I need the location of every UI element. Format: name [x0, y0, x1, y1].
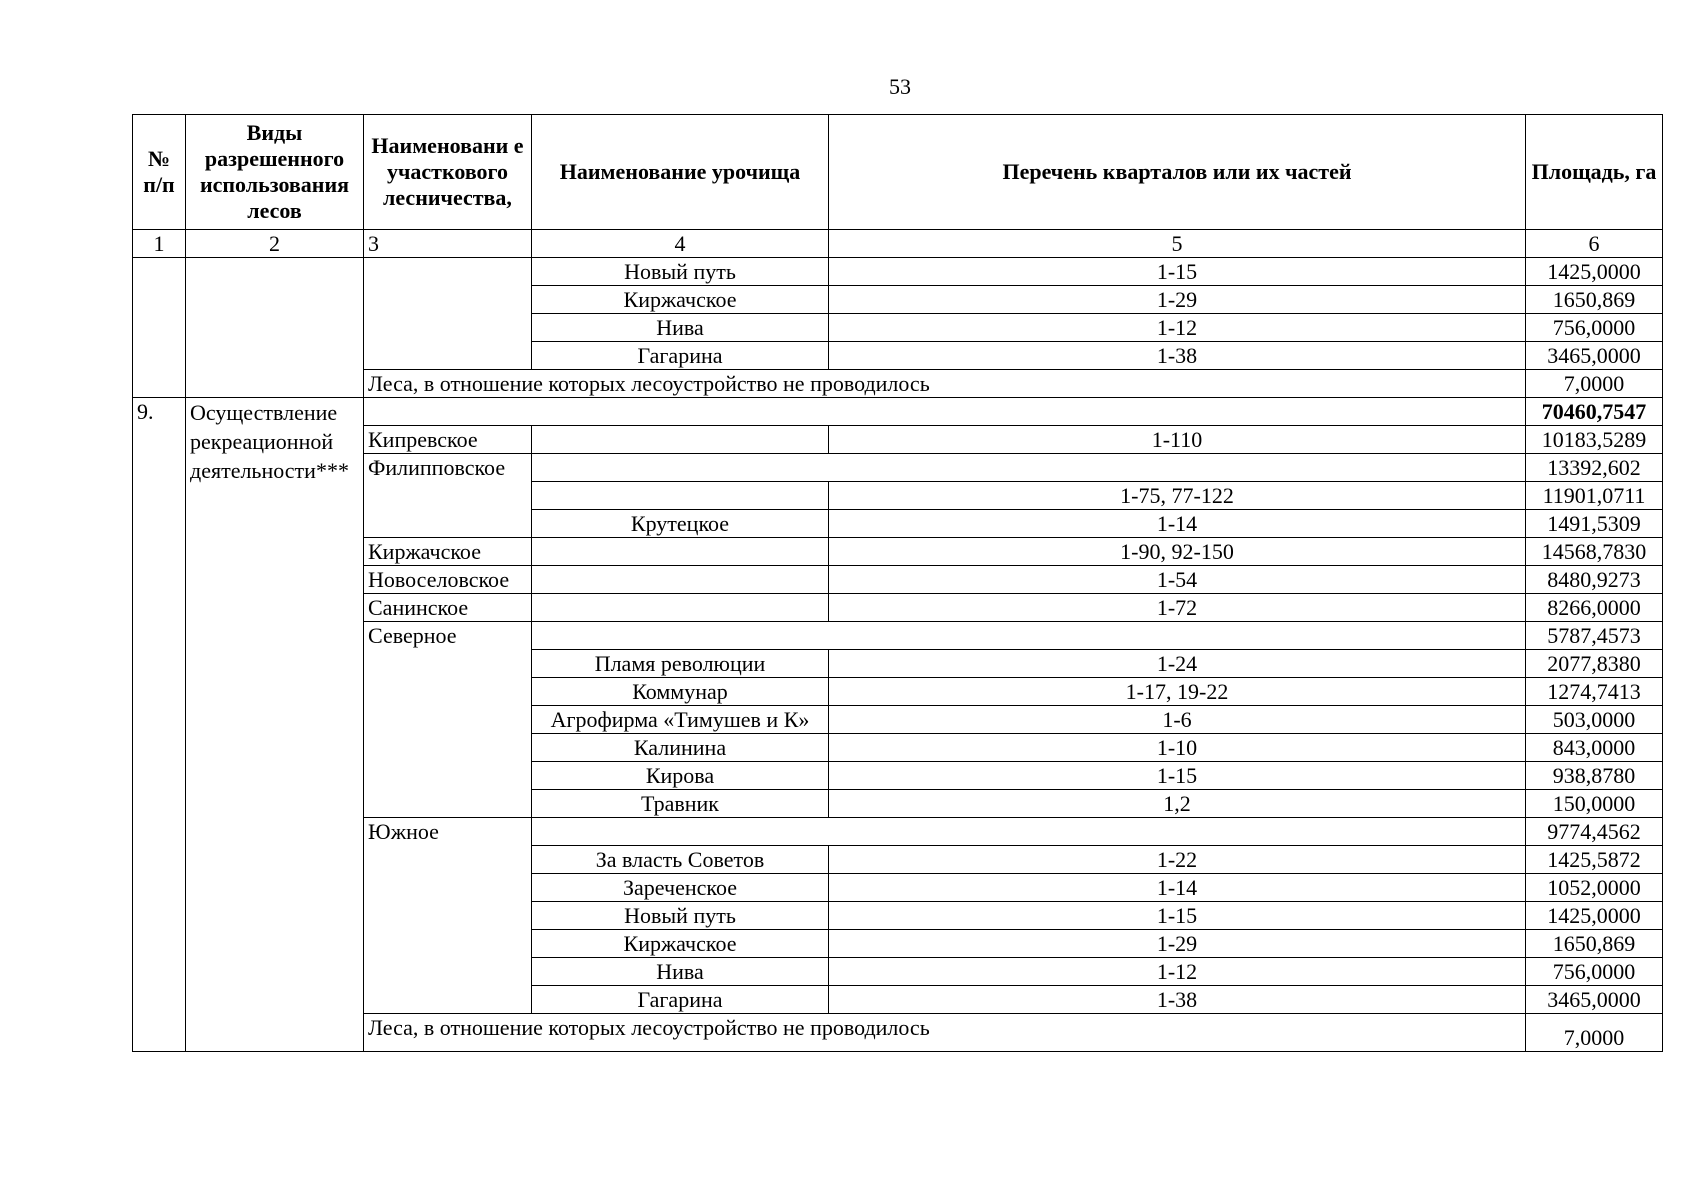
tract-name: Гагарина — [532, 986, 829, 1014]
area-value: 938,8780 — [1526, 762, 1663, 790]
area-value: 1650,869 — [1526, 930, 1663, 958]
area-value: 1425,5872 — [1526, 846, 1663, 874]
quarters: 1-110 — [829, 426, 1526, 454]
district-name: Северное — [364, 622, 532, 818]
quarters: 1-29 — [829, 930, 1526, 958]
column-number: 2 — [186, 230, 364, 258]
table-row — [133, 398, 1663, 426]
empty-cell — [532, 538, 829, 566]
district-name: Филипповское — [364, 454, 532, 538]
tract-name: Киржачское — [532, 930, 829, 958]
quarters: 1-38 — [829, 342, 1526, 370]
district-name: Кипревское — [364, 426, 532, 454]
column-number-row — [133, 230, 1663, 258]
district-name: Санинское — [364, 594, 532, 622]
total-area: 70460,7547 — [1526, 398, 1663, 426]
column-number: 6 — [1526, 230, 1663, 258]
quarters: 1-10 — [829, 734, 1526, 762]
tract-name: Гагарина — [532, 342, 829, 370]
quarters: 1-15 — [829, 258, 1526, 286]
area-value: 756,0000 — [1526, 314, 1663, 342]
area-value: 150,0000 — [1526, 790, 1663, 818]
quarters: 1-29 — [829, 286, 1526, 314]
area-value: 13392,602 — [1526, 454, 1663, 482]
quarters: 1-75, 77-122 — [829, 482, 1526, 510]
table-row — [133, 258, 1663, 286]
empty-cell — [364, 258, 532, 370]
area-value: 8480,9273 — [1526, 566, 1663, 594]
area-value: 3465,0000 — [1526, 342, 1663, 370]
area-value: 1425,0000 — [1526, 902, 1663, 930]
empty-cell — [532, 818, 1526, 846]
tract-name: Кирова — [532, 762, 829, 790]
area-value: 503,0000 — [1526, 706, 1663, 734]
column-number: 1 — [133, 230, 186, 258]
area-value: 843,0000 — [1526, 734, 1663, 762]
tract-name: Нива — [532, 958, 829, 986]
empty-cell — [532, 426, 829, 454]
area-value: 1052,0000 — [1526, 874, 1663, 902]
quarters: 1-17, 19-22 — [829, 678, 1526, 706]
quarters: 1-12 — [829, 958, 1526, 986]
quarters: 1-22 — [829, 846, 1526, 874]
area-value: 14568,7830 — [1526, 538, 1663, 566]
note-text: Леса, в отношение которых лесоустройство не проводилось — [364, 370, 1526, 398]
quarters: 1-72 — [829, 594, 1526, 622]
quarters: 1-14 — [829, 510, 1526, 538]
column-number: 5 — [829, 230, 1526, 258]
tract-name: Киржачское — [532, 286, 829, 314]
header-usage-type: Виды разрешенного использования лесов — [186, 115, 364, 230]
column-number: 4 — [532, 230, 829, 258]
tract-name: Новый путь — [532, 902, 829, 930]
area-value: 1491,5309 — [1526, 510, 1663, 538]
header-district: Наименовани е участкового лесничества, — [364, 115, 532, 230]
tract-name: Пламя революции — [532, 650, 829, 678]
tract-name: За власть Советов — [532, 846, 829, 874]
district-name: Киржачское — [364, 538, 532, 566]
area-value: 7,0000 — [1526, 370, 1663, 398]
quarters: 1-14 — [829, 874, 1526, 902]
quarters: 1-24 — [829, 650, 1526, 678]
area-value: 1425,0000 — [1526, 258, 1663, 286]
area-value: 11901,0711 — [1526, 482, 1663, 510]
tract-name: Калинина — [532, 734, 829, 762]
empty-cell — [532, 566, 829, 594]
empty-cell — [186, 258, 364, 398]
forest-usage-table — [132, 114, 1663, 1052]
column-number: 3 — [364, 230, 532, 258]
area-value: 7,0000 — [1526, 1014, 1663, 1052]
area-value: 10183,5289 — [1526, 426, 1663, 454]
empty-cell — [364, 398, 1526, 426]
empty-cell — [532, 454, 1526, 482]
empty-cell — [532, 622, 1526, 650]
tract-name: Травник — [532, 790, 829, 818]
header-number: № п/п — [133, 115, 186, 230]
empty-cell — [133, 258, 186, 398]
tract-name: Нива — [532, 314, 829, 342]
item-number: 9. — [133, 398, 186, 1052]
area-value: 8266,0000 — [1526, 594, 1663, 622]
header-quarters: Перечень кварталов или их частей — [829, 115, 1526, 230]
tract-name: Новый путь — [532, 258, 829, 286]
usage-type: Осуществление рекреационной деятельности*** — [186, 398, 364, 1052]
quarters: 1-6 — [829, 706, 1526, 734]
area-value: 5787,4573 — [1526, 622, 1663, 650]
district-name: Южное — [364, 818, 532, 1014]
quarters: 1-54 — [829, 566, 1526, 594]
empty-cell — [532, 594, 829, 622]
tract-name: Зареченское — [532, 874, 829, 902]
quarters: 1-15 — [829, 762, 1526, 790]
page-number: 53 — [889, 74, 911, 99]
tract-name: Коммунар — [532, 678, 829, 706]
note-text: Леса, в отношение которых лесоустройство не проводилось — [364, 1014, 1526, 1052]
tract-name: Агрофирма «Тимушев и К» — [532, 706, 829, 734]
quarters: 1-12 — [829, 314, 1526, 342]
area-value: 3465,0000 — [1526, 986, 1663, 1014]
quarters: 1,2 — [829, 790, 1526, 818]
quarters: 1-90, 92-150 — [829, 538, 1526, 566]
area-value: 9774,4562 — [1526, 818, 1663, 846]
header-area: Площадь, га — [1526, 115, 1663, 230]
area-value: 2077,8380 — [1526, 650, 1663, 678]
district-name: Новоселовское — [364, 566, 532, 594]
area-value: 756,0000 — [1526, 958, 1663, 986]
area-value: 1650,869 — [1526, 286, 1663, 314]
tract-name: Крутецкое — [532, 510, 829, 538]
tract-name — [532, 482, 829, 510]
quarters: 1-38 — [829, 986, 1526, 1014]
table-header-row — [133, 115, 1663, 230]
area-value: 1274,7413 — [1526, 678, 1663, 706]
header-tract: Наименование урочища — [532, 115, 829, 230]
quarters: 1-15 — [829, 902, 1526, 930]
